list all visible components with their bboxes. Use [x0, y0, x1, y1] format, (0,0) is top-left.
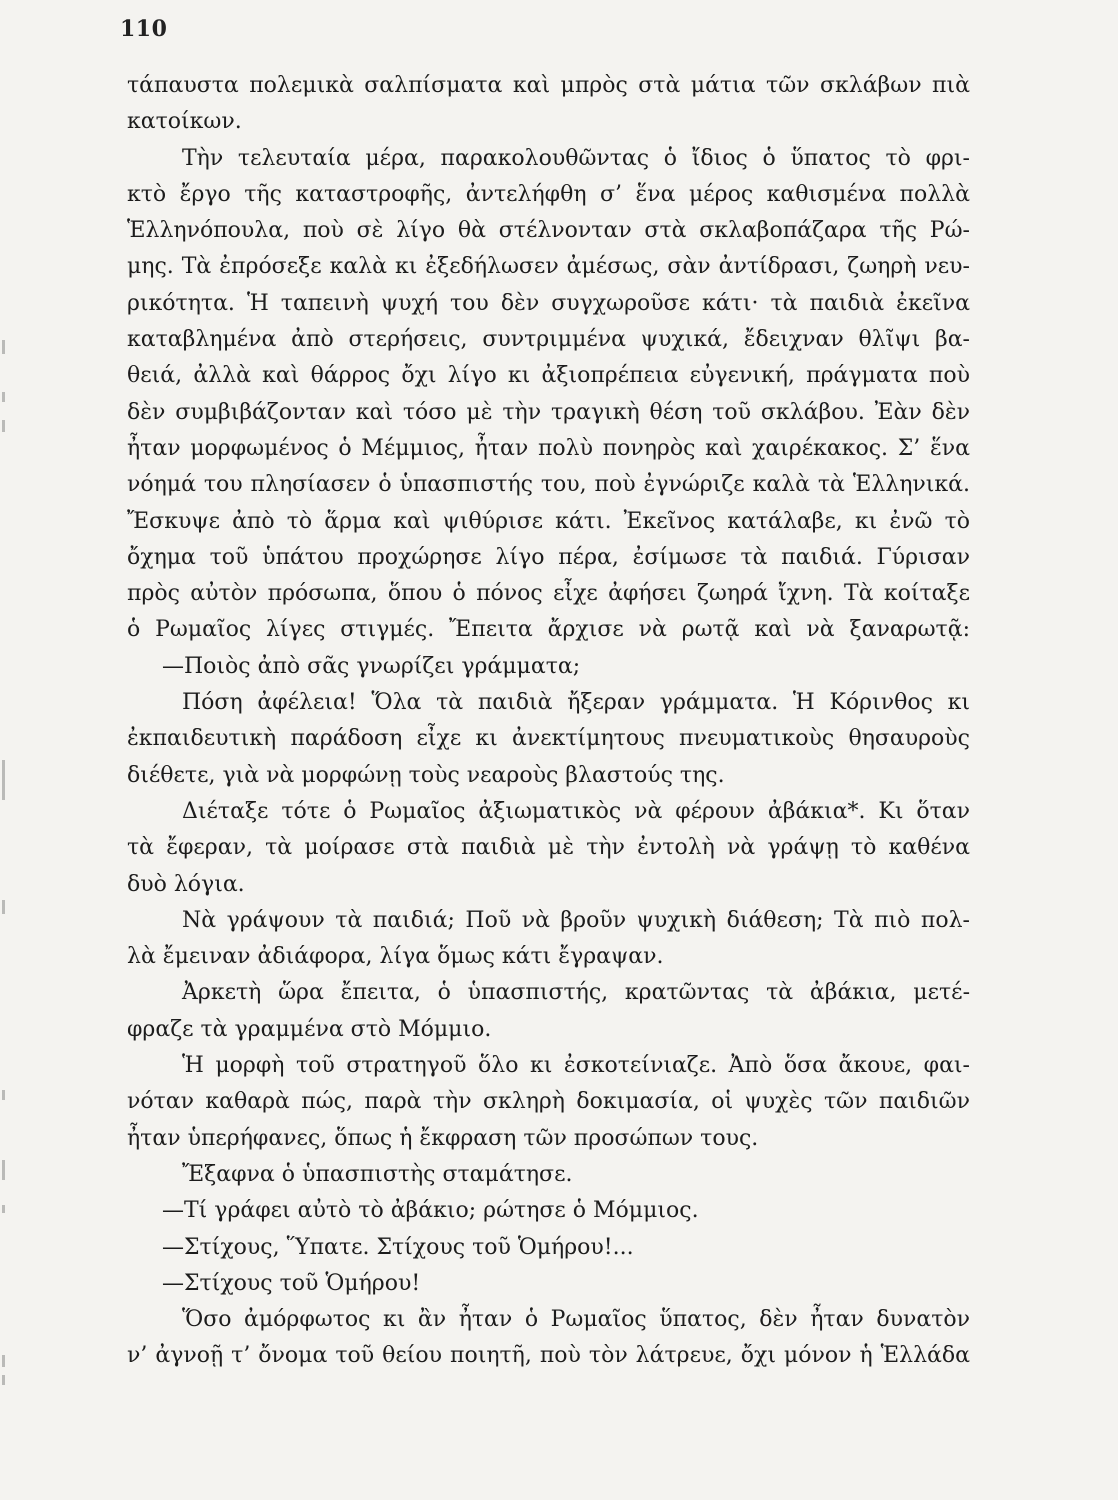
text-line: Ἔξαφνα ὁ ὑπασπιστὴς σταμάτησε.: [182, 1161, 573, 1187]
text-line: Ὅσο ἀμόρφωτος κι ἂν ἦταν ὁ Ρωμαῖος ὕπατος, δὲν ἦταν δυνατὸν: [182, 1307, 970, 1333]
text-line: μης. Τὰ ἐπρόσεξε καλὰ κι ἐξεδήλωσεν ἀμέσως, σὰν ἀντίδρασι, ζωηρὴ νευ-: [127, 254, 970, 280]
text-line: Νὰ γράψουν τὰ παιδιά; Ποῦ νὰ βροῦν ψυχικὴ διάθεση; Τὰ πιὸ πολ-: [182, 907, 970, 933]
text-line: Ἀρκετὴ ὥρα ἔπειτα, ὁ ὑπασπιστής, κρατῶντας τὰ ἀβάκια, μετέ-: [182, 980, 970, 1006]
text-line: νόταν καθαρὰ πώς, παρὰ τὴν σκληρὴ δοκιμασία, οἱ ψυχὲς τῶν παιδιῶν: [127, 1089, 970, 1115]
text-line: φραζε τὰ γραμμένα στὸ Μόμμιο.: [127, 1016, 492, 1042]
text-line: τὰ ἔφεραν, τὰ μοίρασε στὰ παιδιὰ μὲ τὴν ἐντολὴ νὰ γράψῃ τὸ καθένα: [127, 835, 970, 861]
scan-artifact: [2, 392, 5, 402]
text-line: δυὸ λόγια.: [127, 871, 245, 897]
text-line: Ἑλληνόπουλα, ποὺ σὲ λίγο θὰ στέλνονταν στὰ σκλαβοπάζαρα τῆς Ρώ-: [127, 218, 970, 244]
text-line: ἦταν μορφωμένος ὁ Μέμμιος, ἦταν πολὺ πονηρὸς καὶ χαιρέκακος. Σ’ ἕνα: [127, 435, 970, 461]
body-text: [127, 68, 970, 1375]
text-line: Τὴν τελευταία μέρα, παρακολουθῶντας ὁ ἴδιος ὁ ὕπατος τὸ φρι-: [182, 145, 970, 171]
text-line: —Τί γράφει αὐτὸ τὸ ἀβάκιο; ρώτησε ὁ Μόμμιος.: [162, 1198, 699, 1224]
scan-artifact: [2, 1090, 5, 1100]
text-line: τάπαυστα πολεμικὰ σαλπίσματα καὶ μπρὸς στὰ μάτια τῶν σκλάβων πιὰ: [127, 73, 970, 98]
text-line: κτὸ ἔργο τῆς καταστροφῆς, ἀντελήφθη σ’ ἕνα μέρος καθισμένα πολλὰ: [127, 181, 970, 207]
text-line: —Ποιὸς ἀπὸ σᾶς γνωρίζει γράμματα;: [162, 653, 581, 679]
text-line: κατοίκων.: [127, 109, 242, 135]
scan-artifact: [2, 900, 5, 914]
text-line: καταβλημένα ἀπὸ στερήσεις, συντριμμένα ψυχικά, ἔδειχναν θλῖψι βα-: [127, 327, 970, 353]
text-line: Ἡ μορφὴ τοῦ στρατηγοῦ ὅλο κι ἐσκοτείνιαζε. Ἀπὸ ὅσα ἄκουε, φαι-: [182, 1053, 970, 1079]
text-line: ὄχημα τοῦ ὑπάτου προχώρησε λίγο πέρα, ἐσίμωσε τὰ παιδιά. Γύρισαν: [127, 544, 970, 570]
text-line: ἐκπαιδευτικὴ παράδοση εἶχε κι ἀνεκτίμητους πνευματικοὺς θησαυροὺς: [127, 726, 970, 752]
text-line: θειά, ἀλλὰ καὶ θάρρος ὄχι λίγο κι ἀξιοπρέπεια εὐγενική, πράγματα ποὺ: [127, 363, 970, 389]
scan-artifact: [2, 760, 5, 800]
scan-artifact: [2, 1205, 5, 1213]
page-number: 110: [120, 16, 168, 42]
text-line: ν’ ἀγνοῇ τ’ ὄνομα τοῦ θείου ποιητῆ, ποὺ τὸν λάτρευε, ὄχι μόνον ἡ Ἑλλάδα: [127, 1343, 970, 1369]
text-line: Ἔσκυψε ἀπὸ τὸ ἅρμα καὶ ψιθύρισε κάτι. Ἐκεῖνος κατάλαβε, κι ἐνῶ τὸ: [127, 508, 970, 534]
text-line: —Στίχους τοῦ Ὁμήρου!: [162, 1270, 421, 1296]
text-line: ὁ Ρωμαῖος λίγες στιγμές. Ἔπειτα ἄρχισε νὰ ρωτᾷ καὶ νὰ ξαναρωτᾷ:: [127, 617, 970, 643]
scan-artifact: [2, 1160, 5, 1180]
text-line: λὰ ἔμειναν ἀδιάφορα, λίγα ὅμως κάτι ἔγραψαν.: [127, 944, 664, 970]
scan-artifact: [2, 340, 5, 354]
text-line: πρὸς αὐτὸν πρόσωπα, ὅπου ὁ πόνος εἶχε ἀφήσει ζωηρά ἴχνη. Τὰ κοίταξε: [127, 581, 970, 607]
text-line: δὲν συμβιβάζονταν καὶ τόσο μὲ τὴν τραγικὴ θέση τοῦ σκλάβου. Ἐὰν δὲν: [127, 399, 970, 425]
scan-artifact: [2, 420, 5, 432]
text-line: —Στίχους, Ὕπατε. Στίχους τοῦ Ὁμήρου!...: [162, 1234, 634, 1260]
scan-artifact: [2, 1375, 5, 1385]
text-line: Πόση ἀφέλεια! Ὅλα τὰ παιδιὰ ἤξεραν γράμματα. Ἡ Κόρινθος κι: [182, 690, 970, 716]
scan-artifact: [2, 1355, 5, 1367]
text-line: διέθετε, γιὰ νὰ μορφώνῃ τοὺς νεαροὺς βλαστούς της.: [127, 762, 725, 788]
text-line: νόημά του πλησίασεν ὁ ὑπασπιστής του, ποὺ ἐγνώριζε καλὰ τὰ Ἑλληνικά.: [127, 472, 970, 498]
text-line: ἦταν ὑπερήφανες, ὅπως ἡ ἔκφραση τῶν προσώπων τους.: [127, 1125, 759, 1151]
text-line: Διέταξε τότε ὁ Ρωμαῖος ἀξιωματικὸς νὰ φέρουν ἀβάκια*. Κι ὅταν: [182, 798, 970, 824]
text-line: ρικότητα. Ἡ ταπεινὴ ψυχή του δὲν συγχωροῦσε κάτι· τὰ παιδιὰ ἐκεῖνα: [127, 290, 970, 316]
